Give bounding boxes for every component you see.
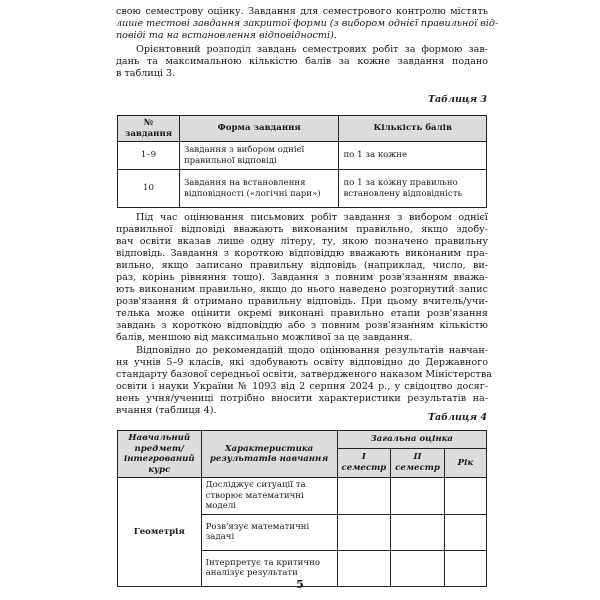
table-row: [118, 142, 487, 170]
table4-header-semester-2: ІІ семестр: [391, 448, 445, 477]
text-line: нень учня/учениці потрібно вносити характеристики результатів на-: [116, 393, 488, 404]
text-line: раз, корінь рівняння тощо). Завдання з повним розв'язанням вважа-: [116, 272, 488, 283]
text-line: освіти і науки України № 1093 від 2 серпня 2024 р., у свідоцтво досяг-: [116, 381, 488, 392]
intro-paragraph: [116, 6, 499, 42]
table-cell: по 1 за кожне: [339, 142, 487, 170]
grade-cell: [337, 514, 391, 550]
table-cell: Завдання з вибором однієї правильної відповіді: [179, 142, 338, 170]
grade-cell: [444, 514, 486, 550]
text-line: балів, меншою від максимально можливої за це завдання.: [116, 332, 413, 343]
text-line: ють виконаним правильно, якщо до нього наведено розгорнутий запис: [116, 284, 488, 295]
text-line: Орієнтовний розподіл завдань семестрових робіт за формою зав-: [136, 44, 488, 55]
table4-header-semester-1: І семестр: [337, 448, 391, 477]
table-row: [118, 170, 487, 208]
table-cell: по 1 за кожну правильно встановлену відповідність: [339, 170, 487, 208]
text-line: вач освіти вказав лише одну літеру, ту, якою позначено правильну: [116, 236, 488, 247]
text-line: свою семестрову оцінку. Завдання для семестрового контролю містять: [116, 6, 488, 17]
table3-header-points: Кількість балів: [339, 116, 487, 142]
page-number: 5: [296, 578, 304, 591]
table-cell: Інтерпретує та критично аналізує результати: [201, 550, 337, 586]
text-line: вильно, якщо записано правильну відповідь (наприклад, число, ви-: [116, 260, 488, 271]
text-line: дань та максимальною кількістю балів за кожне завдання подано: [116, 56, 488, 67]
assessment-paragraph: [116, 212, 488, 344]
text-line: ня учнів 5–9 класів, які здобувають освіту відповідно до Державного: [116, 357, 488, 368]
table4-header-overall: Загальна оцінка: [337, 431, 487, 449]
text-line: лише тестові завдання закритої форми (з вибором однієї правильної від-: [116, 18, 499, 29]
distribution-paragraph: [116, 44, 488, 80]
text-line: в таблиці 3.: [116, 68, 176, 79]
table3-caption: Таблиця 3: [427, 94, 487, 105]
table4-caption: Таблиця 4: [427, 412, 487, 423]
table-cell: Розв'язує математичні задачі: [201, 514, 337, 550]
text-line: телька може оцінити окремі виконані правильно етапи розв'язання: [116, 308, 488, 319]
table4-header-characteristic: Характеристика результатів навчання: [201, 431, 337, 478]
grade-cell: [337, 478, 391, 515]
table4-subject: Геометрія: [118, 478, 202, 587]
grade-cell: [391, 478, 445, 515]
table3-header-form: Форма завдання: [179, 116, 338, 142]
table-4: [117, 430, 487, 587]
recommendation-paragraph: [116, 345, 492, 417]
grade-cell: [444, 478, 486, 515]
text-line: правильної відповіді вважають виконаним правильно, якщо здобу-: [116, 224, 488, 235]
table4-header-subject: Навчальний предмет/ інтегрований курс: [118, 431, 202, 478]
table-3: [117, 115, 487, 208]
text-line: завдань з короткою відповіддю або з повним розв'язанням кількістю: [116, 320, 488, 331]
table4-header-year: Рік: [444, 448, 486, 477]
text-line: розв'язання й отримано правильну відповідь. При цьому вчитель/учи-: [116, 296, 488, 307]
text-line: вчання (таблиця 4).: [116, 405, 217, 416]
table-cell: Досліджує ситуації та створює математичні моделі: [201, 478, 337, 515]
table-cell: Завдання на встановлення відповідності («логічні пари»): [179, 170, 338, 208]
table-cell: 1–9: [118, 142, 180, 170]
text-line: Відповідно до рекомендацій щодо оцінювання результатів навчан-: [136, 345, 488, 356]
text-line: повіді та на встановлення відповідності).: [116, 30, 337, 41]
table-cell: 10: [118, 170, 180, 208]
text-line: відповідь. Завдання з короткою відповіддю вважають виконаним пра-: [116, 248, 488, 259]
table3-header-number: № завдання: [118, 116, 180, 142]
grade-cell: [391, 514, 445, 550]
text-line: стандарту базової середньої освіти, затвердженого наказом Міністерства: [116, 369, 492, 380]
text-line: Під час оцінювання письмових робіт завдання з вибором однієї: [136, 212, 488, 223]
table-row: [118, 478, 487, 515]
